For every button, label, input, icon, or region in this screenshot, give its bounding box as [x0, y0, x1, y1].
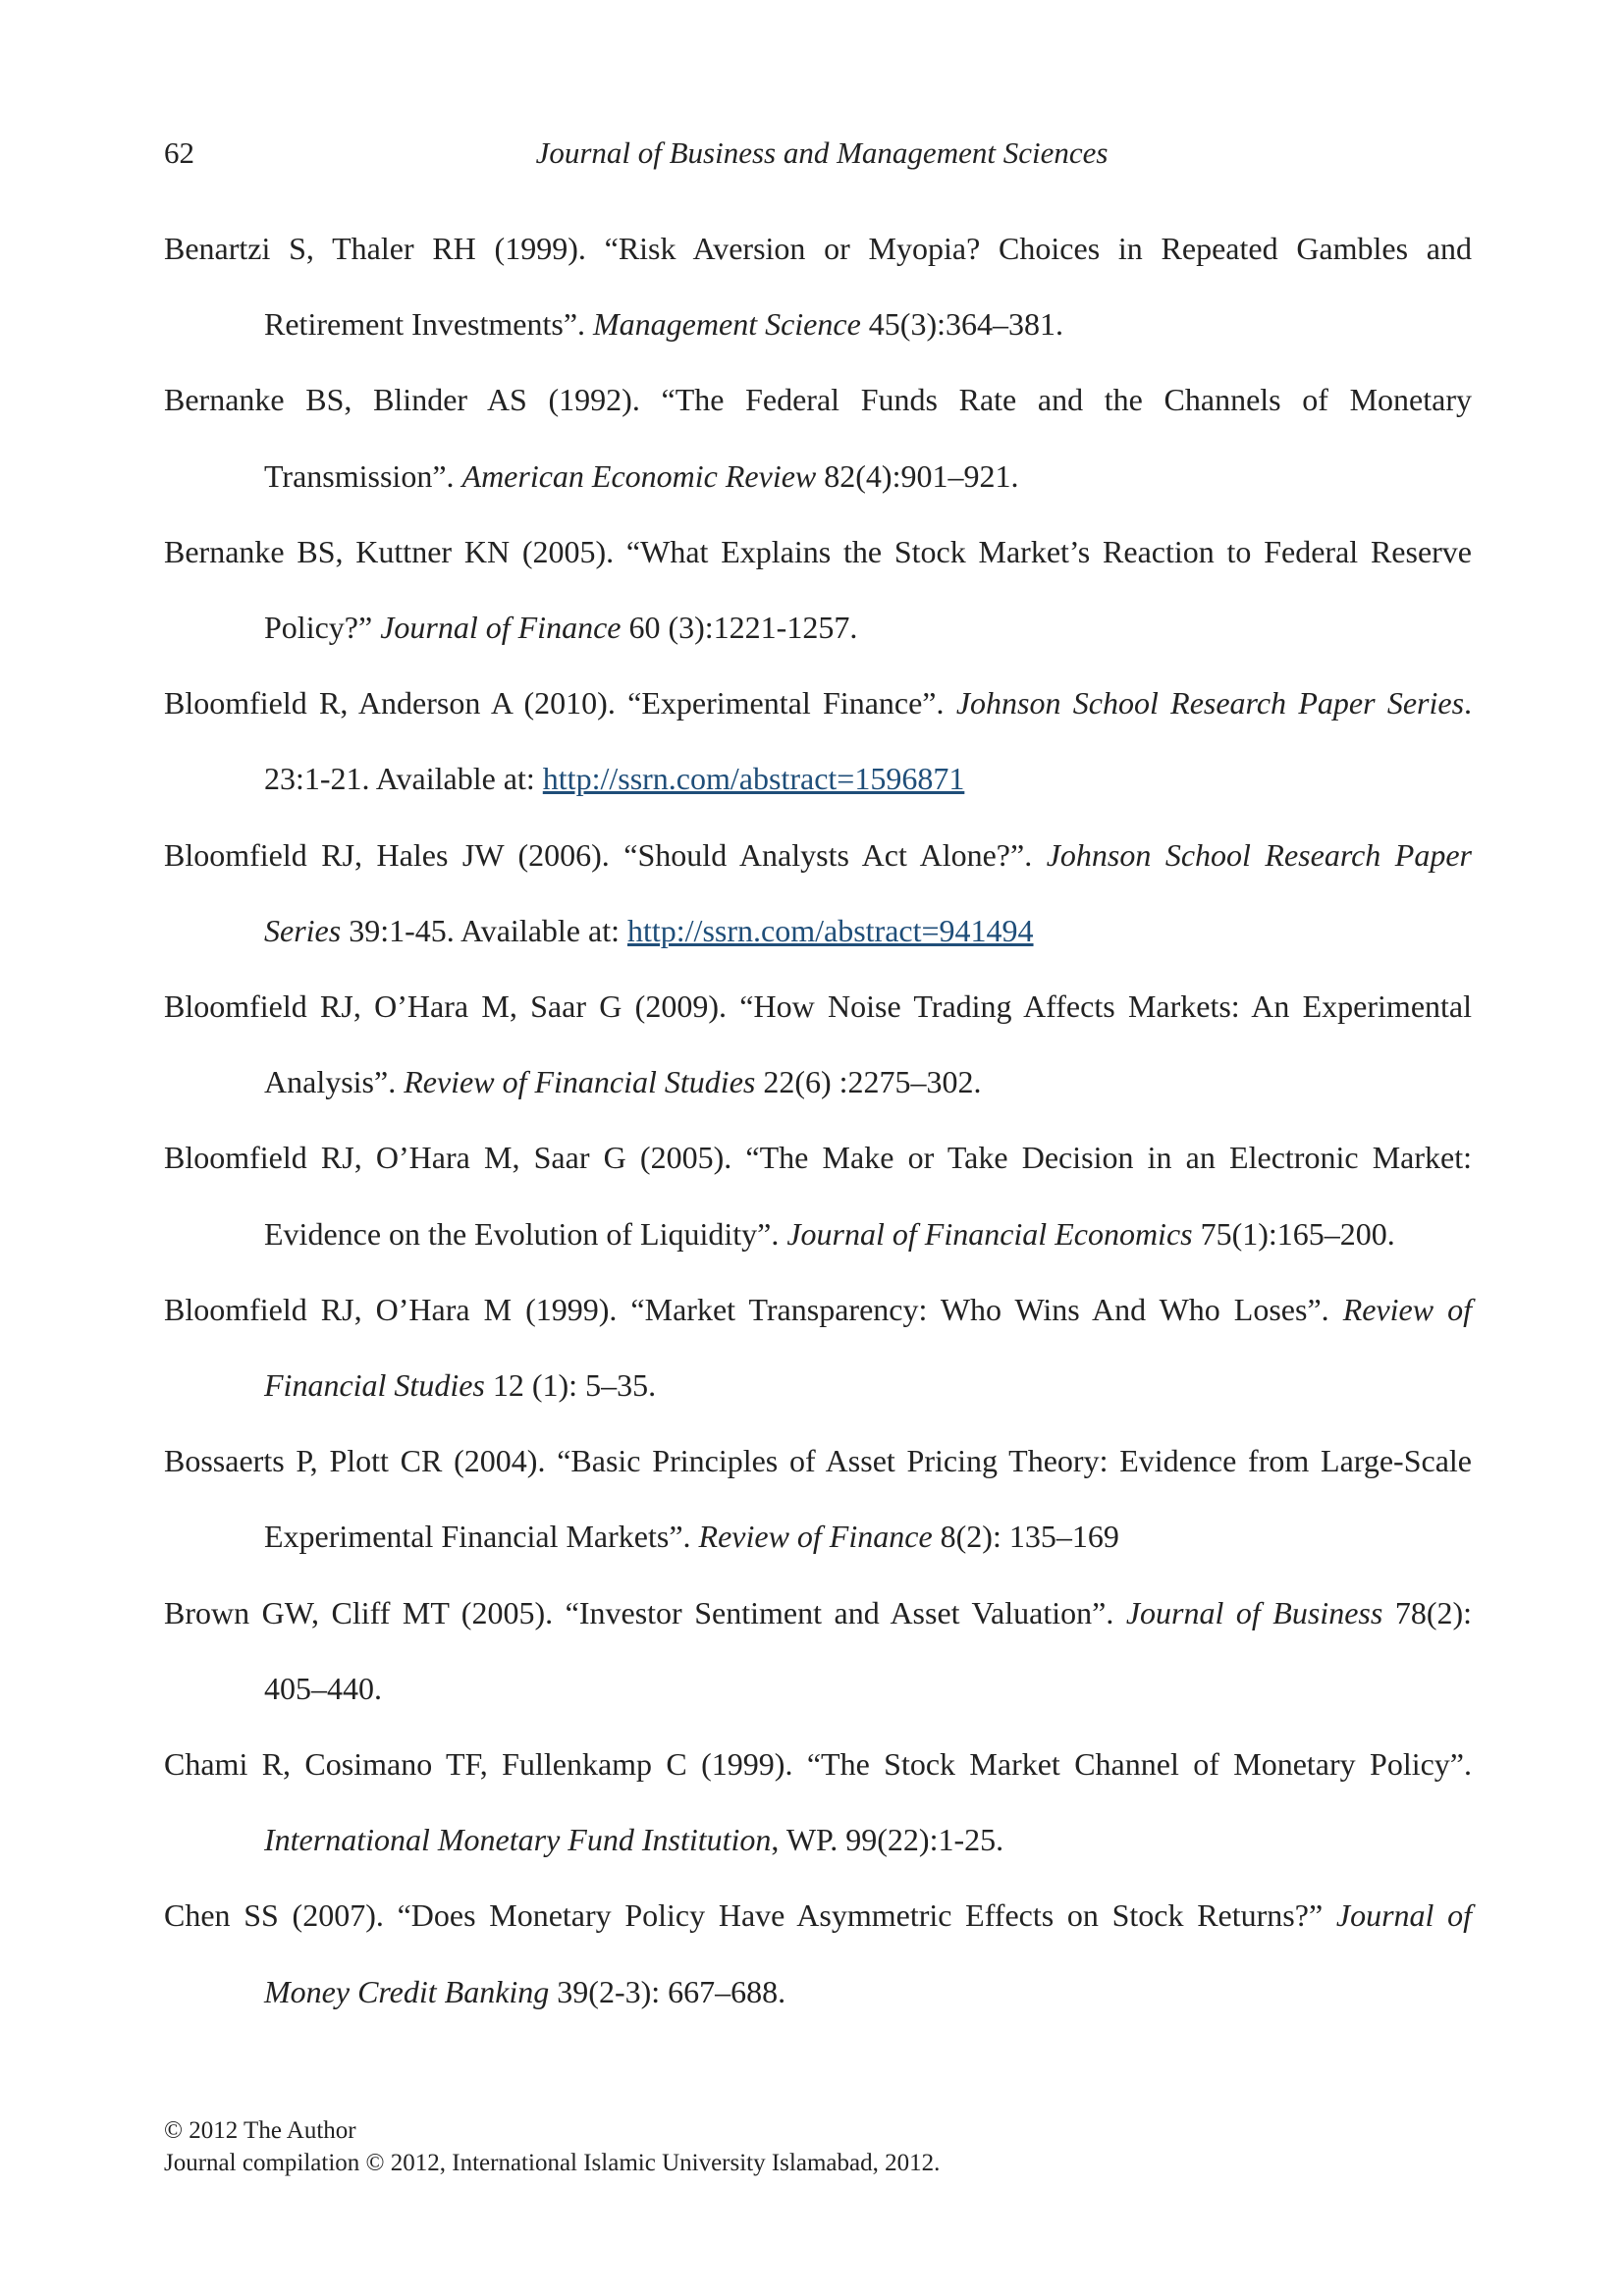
reference-details: 78(2): 405–440. — [264, 1594, 1473, 1706]
reference-journal: Review of Finance — [698, 1519, 933, 1555]
reference-details: 45(3):364–381. — [860, 306, 1063, 343]
reference-link[interactable]: http://ssrn.com/abstract=1596871 — [542, 761, 965, 797]
reference-entry — [164, 211, 1472, 362]
reference-entry — [164, 1575, 1472, 1727]
reference-details: 12 (1): 5–35. — [484, 1367, 657, 1404]
reference-entry — [164, 514, 1472, 666]
reference-details: 22(6) :2275–302. — [755, 1064, 982, 1100]
reference-entry — [164, 1423, 1472, 1575]
reference-entry — [164, 818, 1472, 969]
reference-details: 82(4):901–921. — [816, 457, 1019, 494]
reference-entry — [164, 1878, 1472, 2029]
reference-details: 75(1):165–200. — [1192, 1215, 1395, 1252]
reference-entry — [164, 969, 1472, 1120]
reference-details: 39(2-3): 667–688. — [549, 1973, 786, 2009]
reference-authors-year: Chen SS (2007). — [164, 1897, 398, 1934]
reference-entry — [164, 666, 1472, 817]
reference-authors-year: Bossaerts P, Plott CR (2004). — [164, 1443, 558, 1479]
reference-journal: Management Science — [593, 306, 861, 343]
reference-journal: Johnson School Research Paper Series — [955, 685, 1465, 721]
reference-authors-year: Chami R, Cosimano TF, Fullenkamp C (1999). — [164, 1746, 807, 1783]
reference-authors-year: Bernanke BS, Blinder AS (1992). — [164, 382, 662, 418]
reference-authors-year: Bloomfield RJ, O’Hara M, Saar G (2005). — [164, 1140, 746, 1176]
reference-details: 60 (3):1221-1257. — [621, 610, 858, 646]
reference-journal: Review of Financial Studies — [264, 1291, 1473, 1404]
reference-authors-year: Bloomfield RJ, Hales JW (2006). — [164, 836, 624, 873]
reference-title: “Investor Sentiment and Asset Valuation”. — [565, 1594, 1126, 1630]
reference-journal: Johnson School Research Paper Series — [264, 836, 1473, 948]
reference-authors-year: Benartzi S, Thaler RH (1999). — [164, 231, 605, 266]
reference-details: 8(2): 135–169 — [932, 1519, 1119, 1555]
reference-journal: Journal of Business — [1125, 1594, 1383, 1630]
reference-link[interactable]: http://ssrn.com/abstract=941494 — [626, 912, 1034, 948]
reference-entry — [164, 1120, 1472, 1271]
reference-journal: Journal of Money Credit Banking — [264, 1897, 1472, 2009]
reference-journal: Journal of Finance — [380, 610, 622, 646]
reference-title: “Market Transparency: Who Wins And Who Loses”. — [630, 1291, 1343, 1327]
reference-title: “The Federal Funds Rate and the Channels of Monetary Transmission”. — [264, 382, 1473, 494]
reference-details: , WP. 99(22):1-25. — [771, 1822, 1004, 1858]
reference-authors-year: Bernanke BS, Kuttner KN (2005). — [164, 533, 626, 569]
journal-compilation-line: Journal compilation © 2012, International Islamic University Islamabad, 2012. — [164, 2150, 941, 2176]
reference-title: “Does Monetary Policy Have Asymmetric Effects on Stock Returns?” — [397, 1897, 1336, 1934]
page-number: 62 — [164, 135, 194, 170]
reference-title: “Basic Principles of Asset Pricing Theory: Evidence from Large-Scale Experimental Financial Markets”. — [264, 1443, 1472, 1555]
reference-title: “The Stock Market Channel of Monetary Policy”. — [806, 1746, 1472, 1783]
reference-authors-year: Bloomfield RJ, O’Hara M, Saar G (2009). — [164, 988, 740, 1025]
page-header — [164, 135, 1480, 181]
reference-entry — [164, 1727, 1472, 1878]
reference-journal: Journal of Financial Economics — [786, 1215, 1193, 1252]
reference-details: . 23:1-21. Available at: — [264, 685, 1473, 797]
reference-journal: Review of Financial Studies — [404, 1064, 756, 1100]
reference-authors-year: Bloomfield R, Anderson A (2010). — [164, 685, 628, 721]
reference-details: 39:1-45. Available at: — [341, 912, 627, 948]
reference-list — [164, 211, 1472, 2030]
reference-title: “What Explains the Stock Market’s Reaction to Federal Reserve Policy?” — [264, 533, 1473, 646]
reference-title: “The Make or Take Decision in an Electronic Market: Evidence on the Evolution of Liquidity”. — [264, 1140, 1473, 1252]
page-footer — [164, 2114, 940, 2179]
reference-journal: International Monetary Fund Institution — [264, 1822, 772, 1858]
reference-journal: American Economic Review — [461, 457, 817, 494]
reference-title: “Risk Aversion or Myopia? Choices in Repeated Gambles and Retirement Investments”. — [264, 231, 1473, 343]
reference-entry — [164, 362, 1472, 513]
reference-title: “Should Analysts Act Alone?”. — [623, 836, 1047, 873]
reference-entry — [164, 1272, 1472, 1423]
reference-authors-year: Brown GW, Cliff MT (2005). — [164, 1594, 566, 1630]
reference-title: “How Noise Trading Affects Markets: An Experimental Analysis”. — [264, 988, 1473, 1100]
running-head-journal-title: Journal of Business and Management Sciences — [535, 135, 1109, 170]
reference-title: “Experimental Finance”. — [627, 685, 956, 721]
copyright-line: © 2012 The Author — [164, 2117, 356, 2144]
reference-authors-year: Bloomfield RJ, O’Hara M (1999). — [164, 1291, 631, 1327]
